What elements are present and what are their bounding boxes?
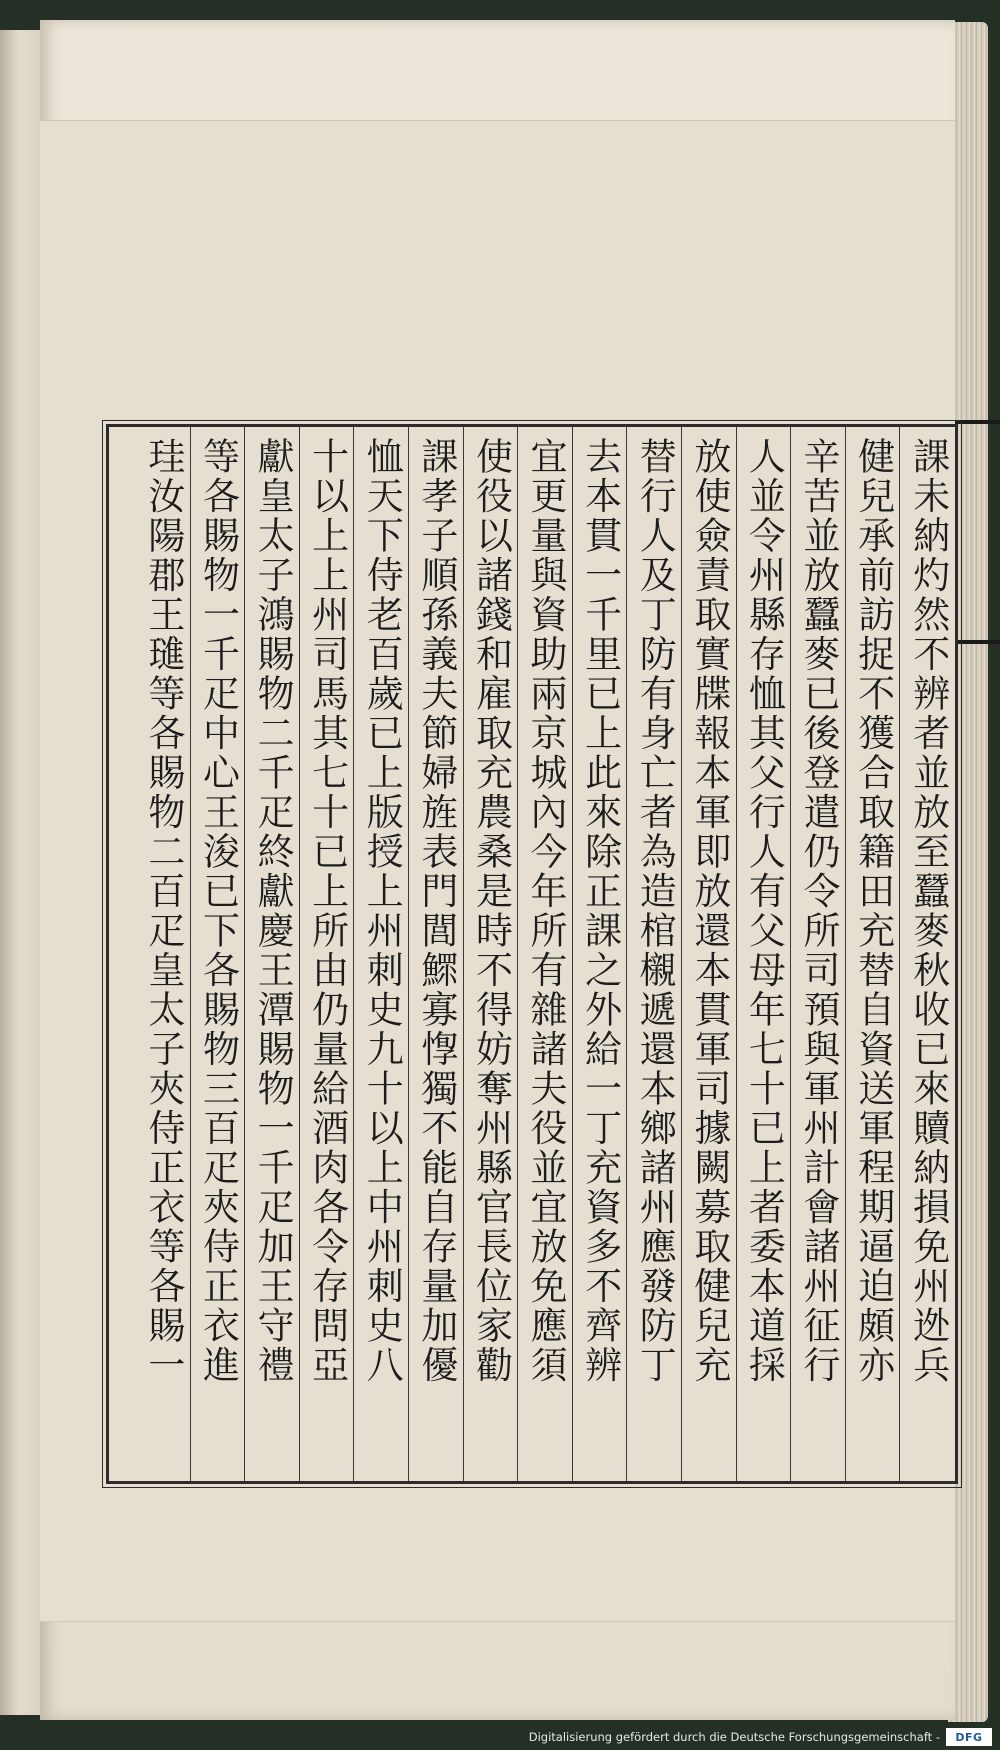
text-column (300, 427, 355, 1481)
text-column (409, 427, 464, 1481)
text-column (737, 427, 792, 1481)
column-text: 放使僉責取實牒報本軍即放還本貫軍司據闕募取健兒充 (687, 437, 731, 1385)
column-text: 珪汝陽郡王璡等各賜物二百疋皇太子夾侍正衣等各賜一 (141, 437, 185, 1385)
text-column (846, 427, 901, 1481)
footer-bar (0, 1722, 1000, 1750)
text-column (791, 427, 846, 1481)
column-text: 去本貫一千里已上此來除正課之外給一丁充資多不齊辨 (578, 437, 622, 1385)
text-column (627, 427, 682, 1481)
text-column (354, 427, 409, 1481)
digitization-credit: Digitalisierung gefördert durch die Deutsche Forschungsgemeinschaft - (528, 1730, 940, 1744)
column-text: 課孝子順孫義夫節婦旌表門閭鰥寡惸獨不能自存量加優 (414, 437, 458, 1385)
column-text: 宜更量與資助兩京城內今年所有雜諸夫役並宜放免應須 (524, 437, 568, 1385)
text-column (518, 427, 573, 1481)
binding-thread (955, 640, 1000, 644)
column-text: 辛苦並放蠶麥已後登遣仍令所司預與軍州計會諸州征行 (797, 437, 841, 1385)
text-column (682, 427, 737, 1481)
text-column (900, 427, 955, 1481)
text-frame (106, 424, 958, 1484)
text-column (191, 427, 246, 1481)
binding-thread (955, 420, 1000, 424)
column-text: 健兒承前訪捉不獲合取籍田充替自資送軍程期逼迫頗亦 (851, 437, 895, 1385)
column-text: 課未納灼然不辨者並放至蠶麥秋收已來贖納損免州迯兵 (906, 437, 950, 1385)
text-column (136, 427, 191, 1481)
column-text: 等各賜物一千疋中心王浚已下各賜物三百疋夾侍正衣進 (196, 437, 240, 1385)
column-text: 恤天下侍老百歲已上版授上州刺史九十以上中州刺史八 (360, 437, 404, 1385)
column-text: 獻皇太子鴻賜物二千疋終獻慶王潭賜物一千疋加王守禮 (251, 437, 295, 1385)
column-text: 使役以諸錢和雇取充農桑是時不得妨奪州縣官長位家勸 (469, 437, 513, 1385)
text-column (573, 427, 628, 1481)
text-column (464, 427, 519, 1481)
column-text: 人並令州縣存恤其父行人有父母年七十已上者委本道採 (742, 437, 786, 1385)
dfg-logo: DFG (946, 1728, 992, 1746)
column-text: 替行人及丁防有身亡者為造棺櫬遞還本鄉諸州應發防丁 (633, 437, 677, 1385)
text-columns (109, 427, 955, 1481)
left-facing-page (0, 30, 44, 1715)
column-text: 十以上上州司馬其七十已上所由仍量給酒肉各令存問亞 (305, 437, 349, 1385)
text-column (245, 427, 300, 1481)
